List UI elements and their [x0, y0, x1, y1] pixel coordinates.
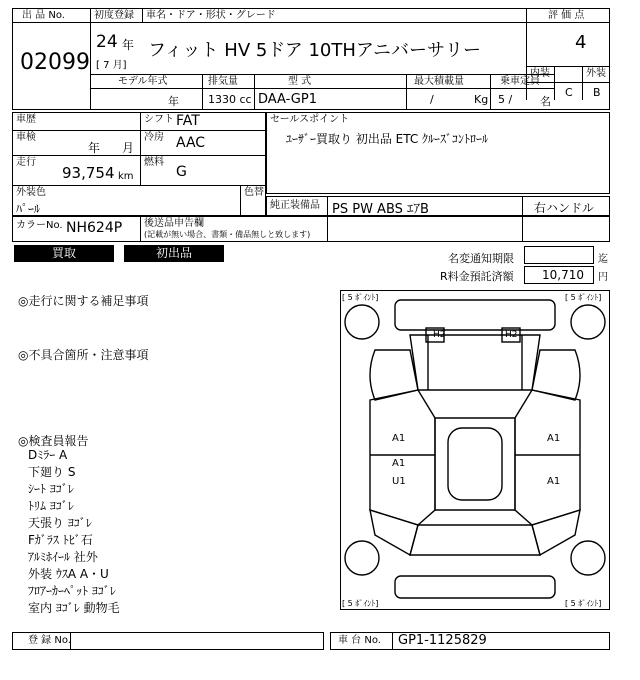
mark-right-rear-door: A1 — [547, 476, 561, 487]
name-change-label: 名変通知期限 — [448, 252, 514, 265]
car-name: フィット HV 5ドア 10THアニバーサリー — [148, 40, 482, 61]
reg-year: 24 — [96, 32, 118, 52]
mileage-label: 走行 — [16, 157, 36, 168]
capacity-label: 乗車定員 — [500, 76, 540, 87]
name-change-unit: 迄 — [598, 254, 608, 265]
displacement-label: 排気量 — [208, 76, 238, 87]
sales-point-label: セールスポイント — [270, 114, 350, 125]
model-year-unit: 年 — [168, 95, 179, 108]
tire-label-bottom-left: [ 5 ﾎﾟｲﾝﾄ] — [342, 599, 379, 608]
tire-label-top-left: [ 5 ﾎﾟｲﾝﾄ] — [342, 293, 379, 302]
inspector-line: 天張り ﾖｺﾞﾚ — [28, 516, 92, 530]
equipment-label: 純正装備品 — [270, 200, 320, 211]
recycle-value: 10,710 — [542, 268, 584, 282]
shift-value: FAT — [176, 113, 200, 129]
inspection-month-unit: 月 — [122, 141, 135, 155]
mark-left-rear-door: A1 — [392, 458, 406, 469]
capacity-unit: 名 — [540, 95, 551, 108]
mark-left-front-door: A1 — [392, 433, 406, 444]
load-unit: Kg — [474, 93, 489, 106]
fuel-value: G — [176, 164, 187, 180]
tire-label-bottom-right: [ 5 ﾎﾟｲﾝﾄ] — [565, 599, 602, 608]
post-doc-label: 後送品申告欄 — [144, 218, 204, 229]
capacity-value: 5 / — [498, 93, 513, 106]
shift-label: シフト — [144, 114, 174, 125]
inspector-line: ﾌﾛｱｰｶｰﾍﾟｯﾄ ﾖｺﾞﾚ — [28, 584, 116, 598]
inspector-line: Dﾐﾗｰ A — [28, 448, 68, 462]
displacement-value: 1330 cc — [208, 93, 252, 106]
type-label: 型 式 — [288, 76, 312, 87]
inspector-line: 下廻り S — [28, 465, 76, 479]
inspection-year-unit: 年 — [88, 141, 101, 155]
history-label: 車歴 — [16, 114, 36, 125]
equipment-value: PS PW ABS ｴｱB — [332, 202, 429, 217]
ac-label: 冷房 — [144, 132, 164, 143]
driving-notes-label: ◎走行に関する補足事項 — [18, 294, 149, 308]
mark-left-rear-door-u: U1 — [392, 476, 406, 487]
tire-label-top-right: [ 5 ﾎﾟｲﾝﾄ] — [565, 293, 602, 302]
max-load-label: 最大積載量 — [414, 76, 464, 87]
score-label: 評 価 点 — [548, 10, 585, 21]
inspector-line: ｼｰﾄ ﾖｺﾞﾚ — [28, 482, 74, 496]
type-code: DAA-GP1 — [258, 92, 317, 107]
score-value: 4 — [575, 32, 587, 53]
lot-label: 出 品 No. — [22, 10, 65, 21]
defects-label: ◎不具合箇所・注意事項 — [18, 348, 149, 362]
steering-value: 右ハンドル — [534, 201, 595, 215]
fuel-label: 燃料 — [144, 157, 164, 168]
exterior-label: 外装 — [586, 68, 606, 79]
recycle-label: R料金預託済額 — [440, 270, 514, 283]
name-change-box — [524, 246, 594, 264]
mark-mirror-left: H2 — [433, 330, 446, 340]
inspector-line: ﾄﾘﾑ ﾖｺﾞﾚ — [28, 499, 74, 513]
inspector-line: Fｶﾞﾗｽ ﾄﾋﾞ石 — [28, 533, 93, 547]
chassis-label: 車 台 No. — [338, 635, 381, 646]
sales-point-value: ﾕｰｻﾞｰ買取り 初出品 ETC ｸﾙｰｽﾞｺﾝﾄﾛｰﾙ — [286, 132, 489, 146]
mark-mirror-right: H2 — [505, 330, 518, 340]
load-slash: / — [430, 93, 434, 106]
car-damage-diagram — [340, 290, 610, 610]
mark-right-front-door: A1 — [547, 433, 561, 444]
exterior-color-value: ﾊﾟｰﾙ — [16, 202, 41, 216]
model-year-label: モデル年式 — [118, 76, 168, 87]
color-no-value: NH624P — [66, 220, 123, 236]
mileage-value: 93,754 — [62, 164, 115, 182]
exterior-color-label: 外装色 — [16, 187, 46, 198]
reg-year-unit: 年 — [122, 38, 135, 52]
inspector-line: 外装 ｳｽA A・U — [28, 567, 109, 581]
post-doc-note: (記載が無い場合、書類・備品無しと致します) — [144, 230, 311, 239]
inspector-report-label: ◎検査員報告 — [18, 434, 89, 448]
inspector-line: 室内 ﾖｺﾞﾚ 動物毛 — [28, 601, 120, 615]
tag-first-listing: 初出品 — [124, 245, 224, 262]
details-left-frame — [12, 112, 266, 216]
mileage-unit: km — [118, 171, 134, 182]
lot-number: 02099 — [20, 50, 90, 75]
exterior-grade: B — [593, 86, 601, 99]
inspection-label: 車検 — [16, 132, 36, 143]
recycle-unit: 円 — [598, 272, 608, 283]
reg-month: [ 7 月] — [96, 60, 127, 71]
reg-no-label: 登 録 No. — [28, 635, 71, 646]
color-change-label: 色替 — [244, 187, 264, 198]
car-label: 車名・ドア・形状・グレード — [146, 10, 276, 21]
color-no-label: カラーNo. — [16, 220, 63, 231]
inspector-line: ｱﾙﾐﾎｲｰﾙ 社外 — [28, 550, 98, 564]
ac-value: AAC — [176, 135, 206, 151]
interior-grade: C — [565, 86, 573, 99]
first-reg-label: 初度登録 — [94, 10, 134, 21]
tag-kaitori: 買取 — [14, 245, 114, 262]
chassis-value: GP1-1125829 — [398, 633, 487, 648]
